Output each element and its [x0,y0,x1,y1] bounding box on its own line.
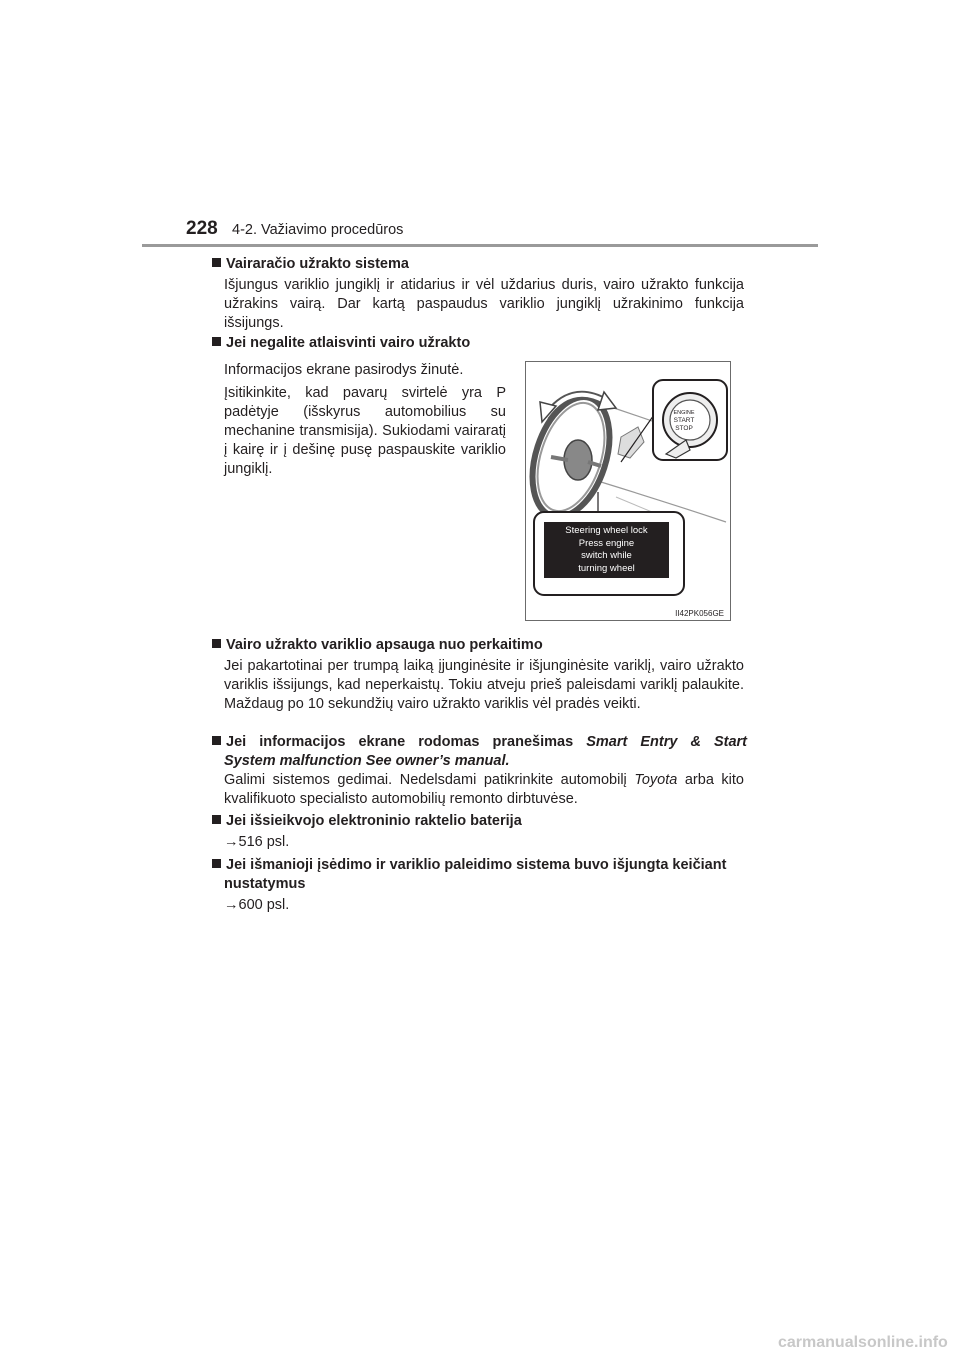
page-number: 228 [186,218,218,239]
section-heading-smart-entry-disabled: Jei išmanioji įsėdimo ir variklio paleidimo sistema buvo išjungta keičiant nustatymus [212,856,726,894]
section-body-overheat-protection: Jei pakartotinai per trumpą laiką įjunginėsite ir išjunginėsite variklį, vairo užrakto variklis išsijungs, kad neperkaistų. Tokiu atveju prieš paleisdami variklį palaukite. Maždaug po 10 sekundžių vairo užrakto variklis vėl pradės veikti. [224,658,744,712]
section-heading-malfunction-message-line2: System malfunction See owner’s manual. [224,753,510,769]
section-body-malfunction-message: Galimi sistemos gedimai. Nedelsdami patikrinkite automobilį Toyota arba kito kvalifikuoto specialisto automobilių remonto dirbtuvėse. [224,772,744,807]
section-heading-malfunction-message: Jei informacijos ekrane rodomas pranešimas Smart Entry & Start [212,733,747,752]
paragraph-message-appears: Informacijos ekrane pasirodys žinutė. [224,362,464,378]
section-heading-cannot-release-lock: Jei negalite atlaisvinti vairo užrakto [212,334,470,353]
square-bullet-icon [212,815,221,824]
square-bullet-icon [212,258,221,267]
paragraph-shift-lever-instructions: Įsitikinkite, kad pavarų svirtelė yra P padėtyje (išskyrus automobilius su mechanine transmisija). Sukiodami vairaratį į kairę ir į dešinę pusę paspauskite variklio jungiklį. [224,385,506,477]
section-heading-overheat-protection: Vairo užrakto variklio apsauga nuo perkaitimo [212,636,543,655]
section-title: 4-2. Važiavimo procedūros [232,222,404,238]
section-body-steering-lock-system: Išjungus variklio jungiklį ir atidarius ir vėl uždarius duris, vairo užrakto funkcija užrakins vairą. Dar kartą paspaudus variklio jungiklį užrakinimo funkcija išsijungs. [224,277,744,331]
square-bullet-icon [212,337,221,346]
square-bullet-icon [212,736,221,745]
header-divider [142,244,818,247]
square-bullet-icon [212,859,221,868]
watermark: carmanualsonline.info [778,1334,948,1351]
section-heading-steering-lock-system: Vairaračio užrakto sistema [212,255,409,274]
page-reference-516: →516 psl. [224,834,290,850]
page-reference-600: →600 psl. [224,897,290,913]
figure-code: II42PK056GE [675,609,724,618]
steering-wheel-drawing [526,362,732,622]
square-bullet-icon [212,639,221,648]
engine-start-stop-button-icon: ENGINE START STOP [673,410,695,432]
section-heading-key-battery-depleted: Jei išsieikvojo elektroninio raktelio baterija [212,812,522,831]
display-message: Steering wheel lock Press engine switch while turning wheel [544,522,669,578]
steering-lock-illustration [525,361,731,621]
